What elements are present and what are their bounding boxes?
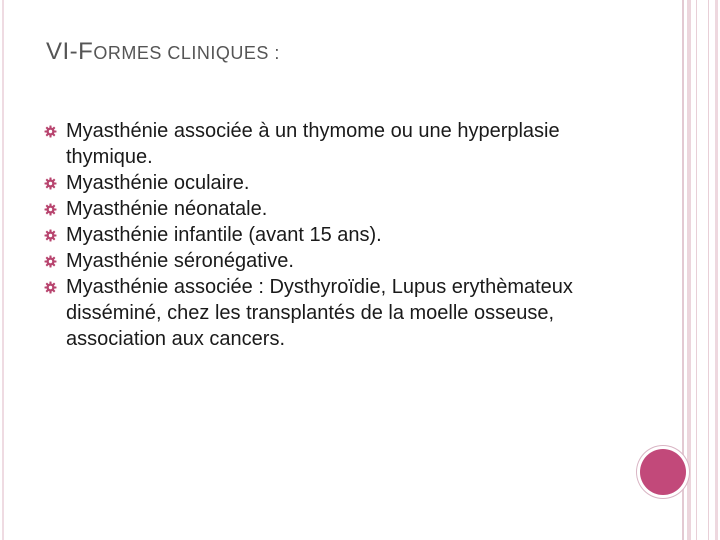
list-item xyxy=(42,170,632,196)
gear-bullet-icon xyxy=(44,177,57,190)
slide-title xyxy=(46,38,280,66)
bullet-text: Myasthénie associée : Dysthyroïdie, Lupus erythèmateux disséminé, chez les transplantés de la moelle osseuse, association aux cancers. xyxy=(66,276,573,350)
circle-decoration xyxy=(640,449,686,495)
list-item xyxy=(42,274,632,352)
bullet-text: Myasthénie néonatale. xyxy=(66,198,268,220)
right-decor-line xyxy=(696,0,697,540)
list-item xyxy=(42,118,632,170)
title-prefix: VI-F xyxy=(46,38,94,65)
gear-bullet-icon xyxy=(44,255,57,268)
title-rest: ORMES CLINIQUES : xyxy=(93,43,280,63)
gear-bullet-icon xyxy=(44,229,57,242)
right-decor-line xyxy=(708,0,709,540)
gear-bullet-icon xyxy=(44,203,57,216)
bullet-text: Myasthénie séronégative. xyxy=(66,250,294,272)
bullet-text: Myasthénie oculaire. xyxy=(66,172,250,194)
list-item xyxy=(42,196,632,222)
right-decor-line xyxy=(715,0,718,540)
right-decor-line xyxy=(687,0,691,540)
list-item xyxy=(42,222,632,248)
gear-bullet-icon xyxy=(44,125,57,138)
list-item xyxy=(42,248,632,274)
left-border-line xyxy=(2,0,4,540)
bullet-list xyxy=(42,118,632,352)
gear-bullet-icon xyxy=(44,281,57,294)
bullet-text: Myasthénie infantile (avant 15 ans). xyxy=(66,224,382,246)
bullet-text: Myasthénie associée à un thymome ou une hyperplasie thymique. xyxy=(66,120,560,168)
